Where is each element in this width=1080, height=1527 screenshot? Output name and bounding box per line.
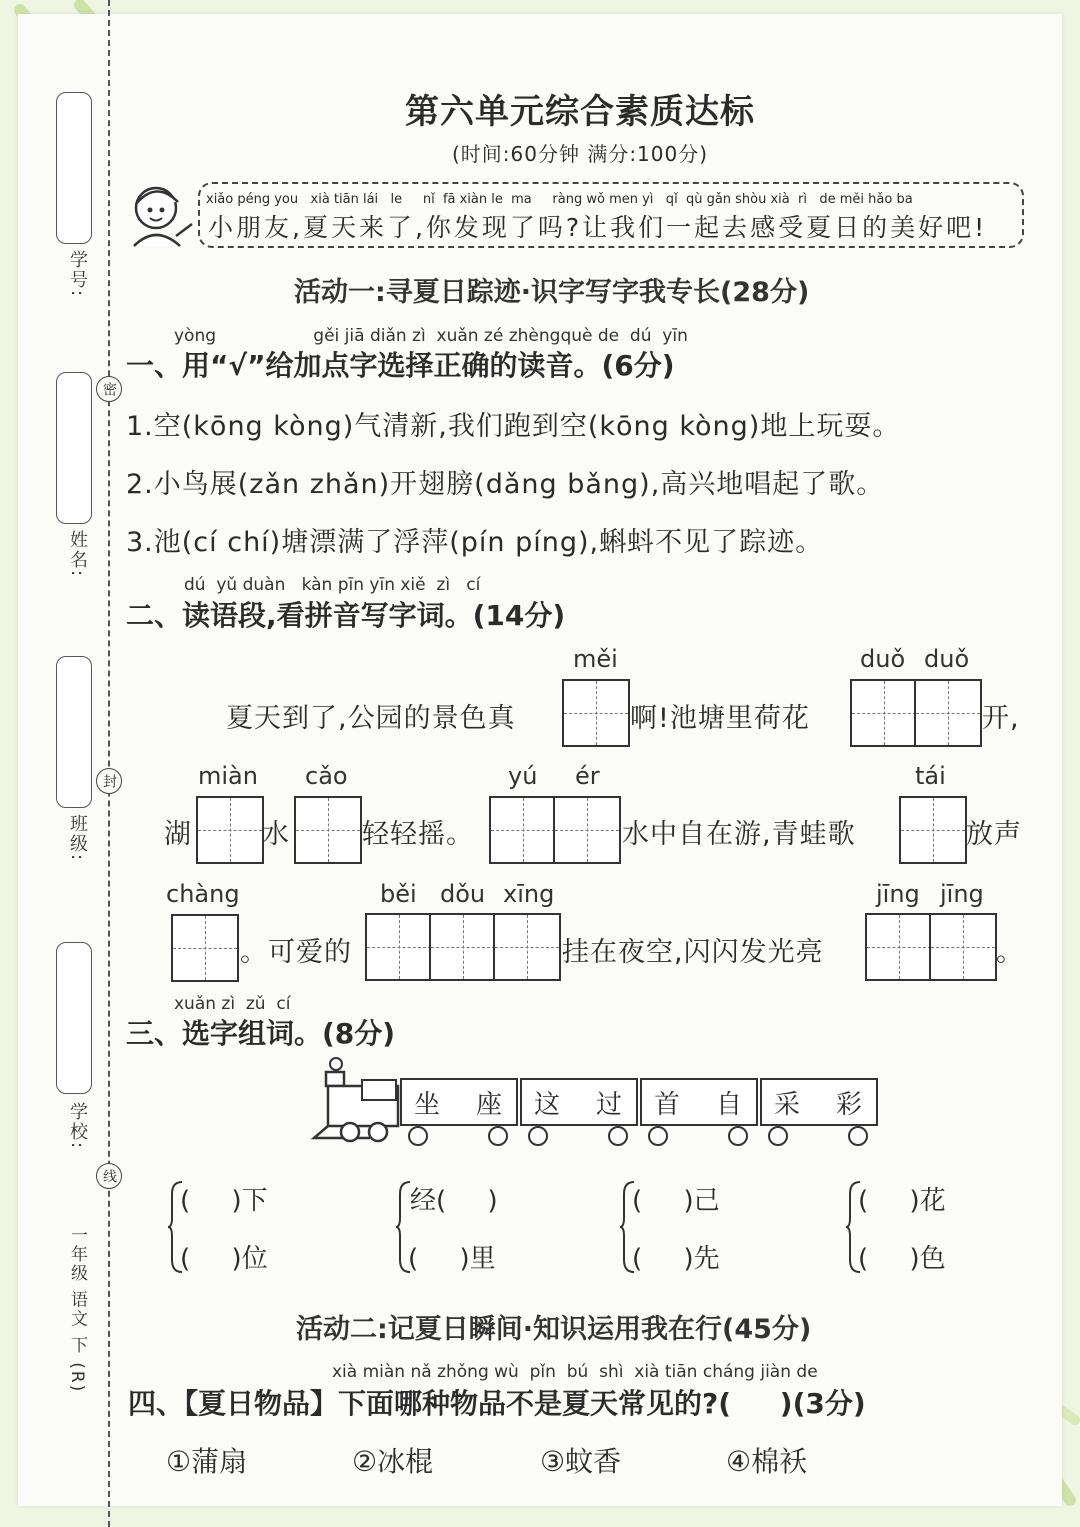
writing-grid[interactable] xyxy=(365,913,433,981)
name-label: 姓名: xyxy=(67,530,88,579)
car-char: 座 xyxy=(476,1090,503,1120)
student-avatar-icon xyxy=(126,180,196,250)
train-car xyxy=(400,1078,518,1126)
q4-pinyin: xià miàn nǎ zhǒng wù pǐn bú shì xià tiān cháng jiàn de xyxy=(332,1362,818,1382)
wheel-icon xyxy=(848,1126,868,1146)
pinyin-label: miàn xyxy=(198,762,258,790)
word-blank[interactable]: ( )位 xyxy=(180,1244,268,1274)
intro-text: 小朋友,夏天来了,你发现了吗?让我们一起去感受夏日的美好吧! xyxy=(208,213,988,242)
writing-grid[interactable] xyxy=(899,796,967,864)
pinyin-label: dǒu xyxy=(440,880,486,908)
pinyin-label: xīng xyxy=(503,880,555,908)
word-blank[interactable]: ( )下 xyxy=(180,1186,268,1216)
pinyin-label: duǒ xyxy=(924,645,970,673)
car-char: 这 xyxy=(534,1090,561,1120)
school-label: 学校: xyxy=(67,1102,88,1151)
activity-1-title: 活动一:寻夏日踪迹·识字写字我专长(28分) xyxy=(294,277,810,308)
q2-text: 。可爱的 xyxy=(240,937,352,968)
q2-text: 啊!池塘里荷花 xyxy=(630,703,810,734)
q1-item[interactable]: 3.池(cí chí)塘漂满了浮萍(pín píng),蝌蚪不见了踪迹。 xyxy=(126,527,824,558)
car-char: 过 xyxy=(596,1090,623,1120)
word-blank[interactable]: 经( ) xyxy=(410,1186,498,1216)
q2-pinyin: dú yǔ duàn kàn pīn yīn xiě zì cí xyxy=(184,575,481,595)
q1-pinyin: yòng gěi jiā diǎn zì xuǎn zé zhèngquè de dú yīn xyxy=(174,326,688,346)
pinyin-label: duǒ xyxy=(860,645,906,673)
writing-grid[interactable] xyxy=(196,796,264,864)
seal-char: 线 xyxy=(96,1163,122,1189)
writing-grid[interactable] xyxy=(553,796,621,864)
q2-text: 轻轻摇。 xyxy=(362,819,474,850)
writing-grid[interactable] xyxy=(850,679,918,747)
wheel-icon xyxy=(648,1126,668,1146)
q2-text: 夏天到了,公园的景色真 xyxy=(226,703,516,734)
name-box[interactable] xyxy=(56,372,92,524)
car-char: 坐 xyxy=(414,1090,441,1120)
q2-text: 湖 xyxy=(164,819,192,850)
writing-grid[interactable] xyxy=(562,679,630,747)
pinyin-label: ér xyxy=(575,762,600,790)
q2-text: 水 xyxy=(262,819,290,850)
class-label: 班级: xyxy=(67,814,88,863)
word-blank[interactable]: ( )色 xyxy=(858,1244,946,1274)
car-char: 采 xyxy=(774,1090,801,1120)
exam-subtitle: (时间:60分钟 满分:100分) xyxy=(451,142,709,166)
word-blank[interactable]: ( )里 xyxy=(408,1244,496,1274)
page-title: 第六单元综合素质达标 xyxy=(405,92,755,132)
school-box[interactable] xyxy=(56,942,92,1094)
binding-dashed-line xyxy=(108,0,110,1527)
train-car xyxy=(760,1078,878,1126)
q1-item[interactable]: 1.空(kōng kòng)气清新,我们跑到空(kōng kòng)地上玩耍。 xyxy=(126,411,901,442)
writing-grid[interactable] xyxy=(171,914,239,982)
writing-grid[interactable] xyxy=(493,913,561,981)
q3-title: 三、选字组词。(8分) xyxy=(126,1017,396,1050)
q2-title: 二、读语段,看拼音写字词。(14分) xyxy=(126,599,566,632)
writing-grid[interactable] xyxy=(429,913,497,981)
seal-char: 密 xyxy=(96,376,122,402)
q2-text: 水中自在游,青蛙歌 xyxy=(622,819,856,850)
car-char: 彩 xyxy=(836,1090,863,1120)
writing-grid[interactable] xyxy=(865,913,933,981)
grade-label: 一年级 语文 下 (R) xyxy=(67,1226,87,1394)
writing-grid[interactable] xyxy=(294,796,362,864)
writing-grid[interactable] xyxy=(489,796,557,864)
car-char: 自 xyxy=(716,1090,743,1120)
activity-2-title: 活动二:记夏日瞬间·知识运用我在行(45分) xyxy=(296,1314,812,1345)
q1-title: 一、用“√”给加点字选择正确的读音。(6分) xyxy=(126,349,675,382)
word-blank[interactable]: ( )己 xyxy=(632,1186,720,1216)
q3-pinyin: xuǎn zì zǔ cí xyxy=(174,994,291,1014)
wheel-icon xyxy=(728,1126,748,1146)
wheel-icon xyxy=(408,1126,428,1146)
car-char: 首 xyxy=(654,1090,681,1120)
wheel-icon xyxy=(528,1126,548,1146)
q1-item[interactable]: 2.小鸟展(zǎn zhǎn)开翅膀(dǎng bǎng),高兴地唱起了歌。 xyxy=(126,469,885,500)
train-engine-icon xyxy=(310,1056,402,1146)
option-4[interactable]: ④棉袄 xyxy=(726,1445,808,1478)
pinyin-label: tái xyxy=(915,762,946,790)
option-3[interactable]: ③蚊香 xyxy=(540,1445,622,1478)
pinyin-label: chàng xyxy=(166,880,240,908)
class-box[interactable] xyxy=(56,656,92,808)
q2-text: 开, xyxy=(982,703,1020,734)
pinyin-label: yú xyxy=(508,762,538,790)
writing-grid[interactable] xyxy=(914,679,982,747)
q2-text: 。 xyxy=(996,937,1024,968)
q4-title[interactable]: 四、【夏日物品】下面哪种物品不是夏天常见的?( )(3分) xyxy=(128,1387,866,1420)
train-car xyxy=(640,1078,758,1126)
option-1[interactable]: ①蒲扇 xyxy=(166,1445,248,1478)
q2-text: 挂在夜空,闪闪发光亮 xyxy=(562,937,824,968)
q2-text: 放声 xyxy=(966,819,1022,850)
pinyin-label: běi xyxy=(380,880,417,908)
student-no-label: 学号: xyxy=(67,250,88,299)
pinyin-label: jīng xyxy=(876,880,920,908)
word-blank[interactable]: ( )花 xyxy=(858,1186,946,1216)
pinyin-label: měi xyxy=(573,645,618,673)
wheel-icon xyxy=(488,1126,508,1146)
pinyin-label: jīng xyxy=(940,880,984,908)
option-2[interactable]: ②冰棍 xyxy=(352,1445,434,1478)
word-blank[interactable]: ( )先 xyxy=(632,1244,720,1274)
seal-char: 封 xyxy=(96,768,122,794)
writing-grid[interactable] xyxy=(929,913,997,981)
pinyin-label: cǎo xyxy=(305,762,348,790)
train-car xyxy=(520,1078,638,1126)
intro-pinyin: xiǎo péng you xià tiān lái le nǐ fā xiàn le ma ràng wǒ men yì qǐ qù gǎn shòu xià rì de měi hǎo ba xyxy=(206,192,913,207)
wheel-icon xyxy=(608,1126,628,1146)
wheel-icon xyxy=(768,1126,788,1146)
